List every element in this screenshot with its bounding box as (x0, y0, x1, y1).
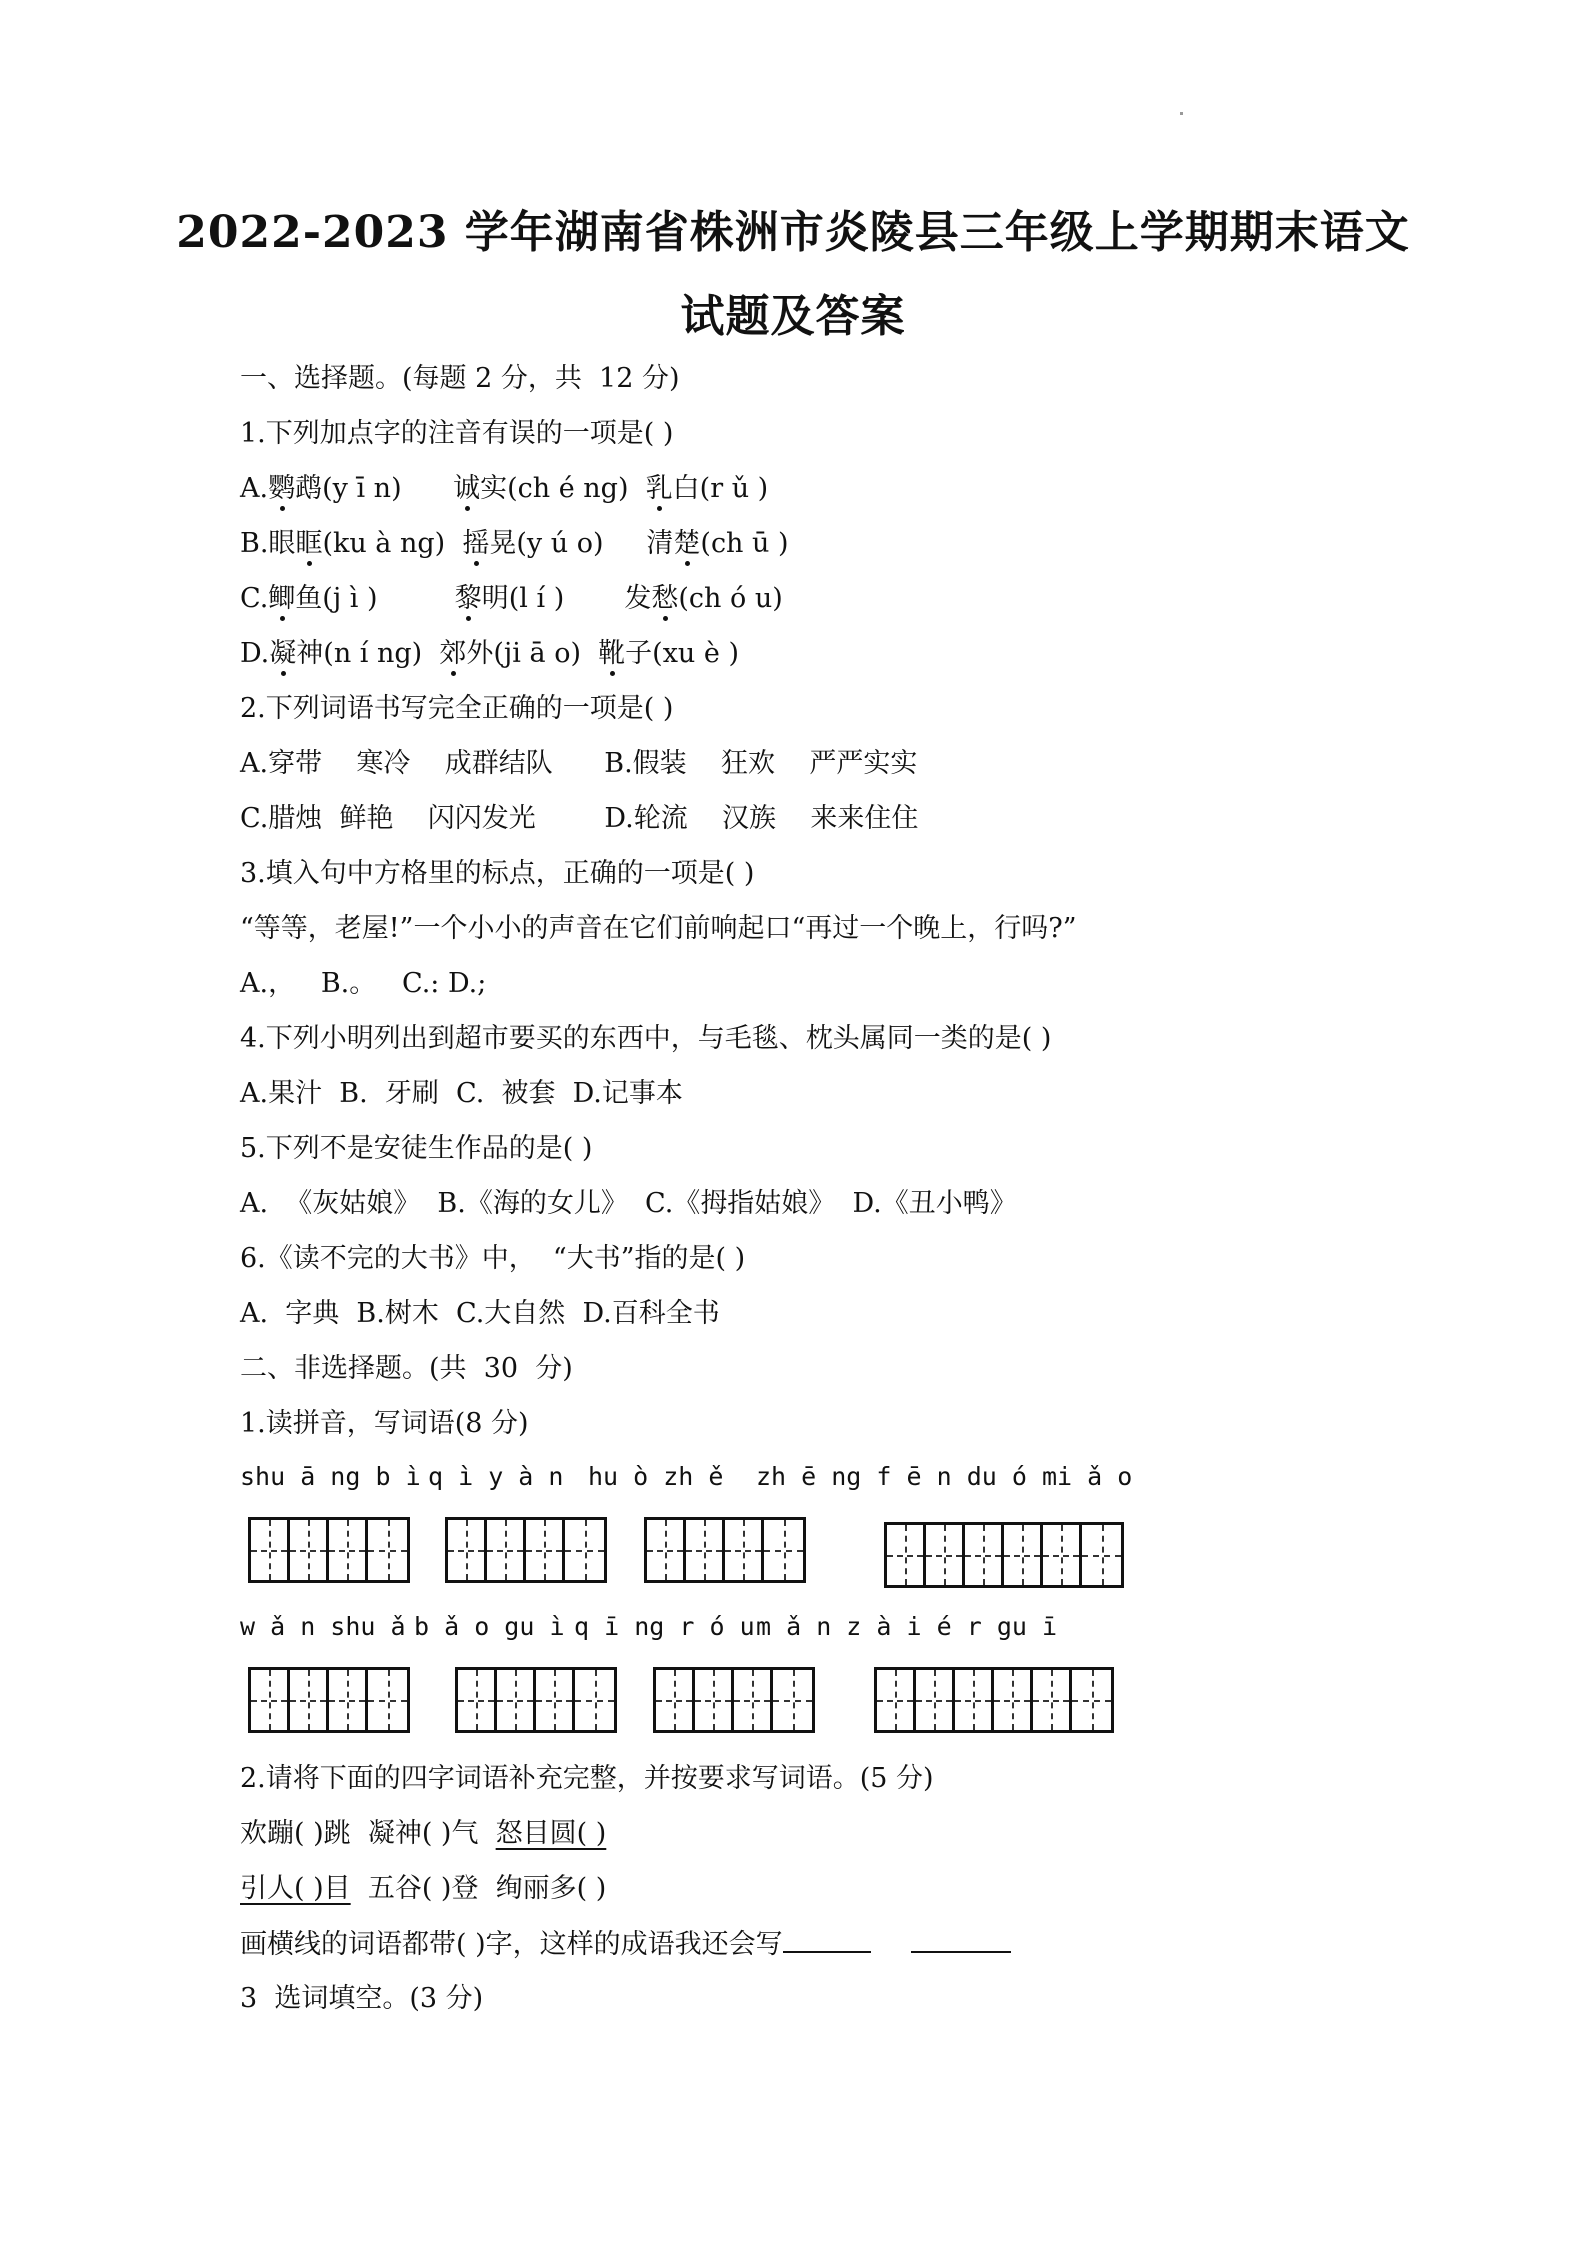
p2-line1: 欢蹦( )跳 凝神( )气 怒目圆( ) (240, 1818, 607, 1849)
grid-cell[interactable] (877, 1670, 916, 1730)
corner-dot (1180, 112, 1183, 115)
q1-option-c: C.鲫鱼(j ì ) 黎明(l í ) 发愁(ch ó u) (240, 583, 783, 614)
grid-cell[interactable] (251, 1520, 290, 1580)
grid-cell[interactable] (926, 1525, 965, 1585)
p2-line3: 画横线的词语都带( )字，这样的成语我还会写 (240, 1927, 1011, 1962)
grid-cell[interactable] (647, 1520, 686, 1580)
writing-grid[interactable] (445, 1517, 607, 1583)
writing-grid[interactable] (248, 1517, 410, 1583)
grid-cell[interactable] (290, 1520, 329, 1580)
writing-grid[interactable] (884, 1522, 1124, 1588)
pinyin-4: zh ē ng f ē n du ó mi ǎ o (756, 1462, 1133, 1491)
grid-cell[interactable] (290, 1670, 329, 1730)
q3-stem: 3.填入句中方格里的标点，正确的一项是( ) (240, 858, 755, 889)
q1-option-d: D.凝神(n í ng) 郊外(ji ā o) 靴子(xu è ) (240, 638, 739, 669)
grid-cell[interactable] (887, 1525, 926, 1585)
q1-stem: 1.下列加点字的注音有误的一项是( ) (240, 418, 674, 449)
q4-stem: 4.下列小明列出到超市要买的东西中，与毛毯、枕头属同一类的是( ) (240, 1023, 1052, 1054)
grid-cell[interactable] (565, 1520, 604, 1580)
q1-option-a: A.鹦鹉(y ī n) 诚实(ch é ng) 乳白(r ǔ ) (240, 473, 769, 504)
grid-cell[interactable] (764, 1520, 803, 1580)
pinyin-2: q ì y à n (428, 1462, 564, 1491)
q2-options-cd: C.腊烛 鲜艳 闪闪发光 D.轮流 汉族 来来住住 (240, 803, 919, 834)
writing-grid[interactable] (644, 1517, 806, 1583)
pinyin-8: m ǎ n z à i é r gu ī (756, 1612, 1058, 1641)
page-title-line2: 试题及答案 (680, 291, 906, 342)
grid-cell[interactable] (686, 1520, 725, 1580)
underlined-idiom: 怒目圆( ) (495, 1818, 607, 1849)
p3-stem: 3 选词填空。(3 分) (240, 1983, 484, 2014)
grid-cell[interactable] (575, 1670, 614, 1730)
page-title-line1: 2022-2023 学年湖南省株洲市炎陵县三年级上学期期末语文 (176, 207, 1410, 258)
grid-cell[interactable] (487, 1520, 526, 1580)
pinyin-6: b ǎ o gu ì (414, 1612, 565, 1641)
grid-cell[interactable] (773, 1670, 812, 1730)
grid-cell[interactable] (994, 1670, 1033, 1730)
answer-blank[interactable] (783, 1927, 871, 1953)
grid-cell[interactable] (1004, 1525, 1043, 1585)
grid-cell[interactable] (497, 1670, 536, 1730)
grid-cell[interactable] (368, 1520, 407, 1580)
grid-cell[interactable] (368, 1670, 407, 1730)
writing-grid[interactable] (248, 1667, 410, 1733)
q5-stem: 5.下列不是安徒生作品的是( ) (240, 1133, 593, 1164)
pinyin-5: w ǎ n shu ǎ (240, 1612, 406, 1641)
underlined-idiom: 引人( )目 (240, 1873, 351, 1904)
pinyin-1: shu ā ng b ì (240, 1462, 421, 1491)
q6-options: A. 字典 B.树木 C.大自然 D.百科全书 (240, 1298, 720, 1329)
writing-grid[interactable] (653, 1667, 815, 1733)
q2-stem: 2.下列词语书写完全正确的一项是( ) (240, 693, 674, 724)
grid-cell[interactable] (536, 1670, 575, 1730)
grid-cell[interactable] (1043, 1525, 1082, 1585)
q4-options: A.果汁 B. 牙刷 C. 被套 D.记事本 (240, 1078, 683, 1109)
answer-blank[interactable] (911, 1927, 1011, 1953)
p2-stem: 2.请将下面的四字词语补充完整，并按要求写词语。(5 分) (240, 1763, 934, 1794)
q1-option-b: B.眼眶(ku à ng) 摇晃(y ú o) 清楚(ch ū ) (240, 528, 789, 559)
grid-cell[interactable] (448, 1520, 487, 1580)
grid-cell[interactable] (955, 1670, 994, 1730)
p1-stem: 1.读拼音，写词语(8 分) (240, 1408, 529, 1439)
grid-cell[interactable] (1072, 1670, 1111, 1730)
p2-line2: 引人( )目 五谷( )登 绚丽多( ) (240, 1873, 607, 1904)
grid-cell[interactable] (458, 1670, 497, 1730)
q2-options-ab: A.穿带 寒冷 成群结队 B.假装 狂欢 严严实实 (240, 748, 918, 779)
grid-cell[interactable] (526, 1520, 565, 1580)
grid-cell[interactable] (1033, 1670, 1072, 1730)
grid-cell[interactable] (329, 1520, 368, 1580)
q5-options: A. 《灰姑娘》 B.《海的女儿》 C.《拇指姑娘》 D.《丑小鸭》 (240, 1188, 1017, 1219)
pinyin-3: hu ò zh ě (588, 1462, 724, 1491)
writing-grid[interactable] (874, 1667, 1114, 1733)
q3-sentence: “等等，老屋!”一个小小的声音在它们前响起口“再过一个晚上，行吗?” (240, 913, 1077, 944)
grid-cell[interactable] (656, 1670, 695, 1730)
grid-cell[interactable] (251, 1670, 290, 1730)
grid-cell[interactable] (734, 1670, 773, 1730)
section1-heading: 一、选择题。(每题 2 分，共 12 分) (240, 363, 680, 394)
section2-heading: 二、非选择题。(共 30 分) (240, 1353, 573, 1384)
grid-cell[interactable] (1082, 1525, 1121, 1585)
grid-cell[interactable] (725, 1520, 764, 1580)
grid-cell[interactable] (965, 1525, 1004, 1585)
pinyin-7: q ī ng r ó u (574, 1612, 755, 1641)
writing-grid[interactable] (455, 1667, 617, 1733)
grid-cell[interactable] (916, 1670, 955, 1730)
q6-stem: 6.《读不完的大书》中， “大书”指的是( ) (240, 1243, 746, 1274)
q3-options: A.， B.。 C.: D.; (240, 968, 487, 999)
grid-cell[interactable] (695, 1670, 734, 1730)
grid-cell[interactable] (329, 1670, 368, 1730)
